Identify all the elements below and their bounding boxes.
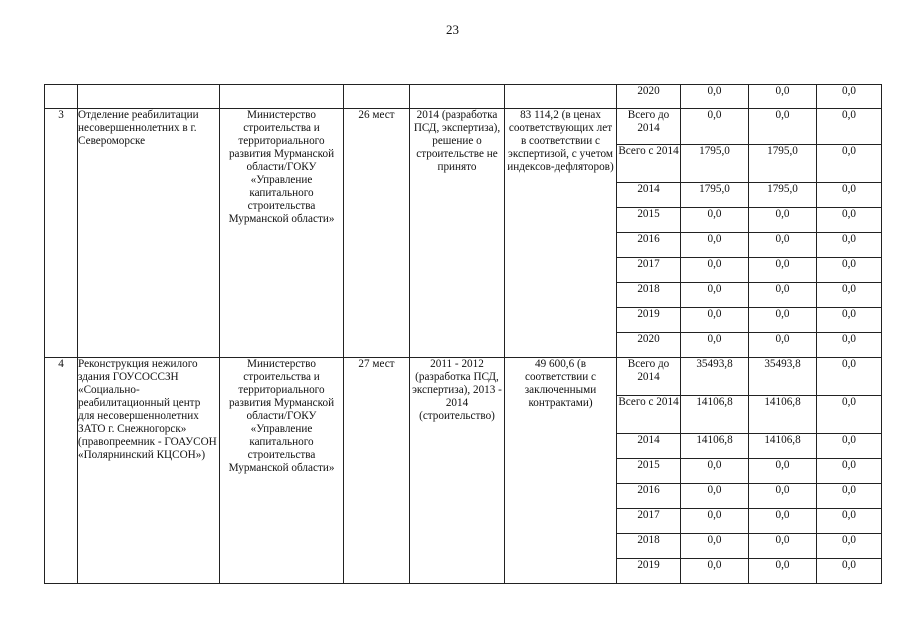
value-cell: 0,0 [749,283,817,308]
project-executor: Министерство строительства и территориального развития Мурманской области/ГОКУ «Управление капитального строительства Мурманской области» [220,109,344,358]
value-cell: 0,0 [817,434,882,459]
year-cell: 2018 [617,534,681,559]
year-cell: 2019 [617,559,681,584]
value-cell: 0,0 [749,534,817,559]
year-cell: Всего до 2014 [617,109,681,145]
value-cell: 0,0 [681,484,749,509]
value-cell: 1795,0 [681,183,749,208]
row-number: 4 [45,358,78,584]
value-cell: 14106,8 [681,396,749,434]
value-cell: 14106,8 [681,434,749,459]
value-cell: 0,0 [681,208,749,233]
program-table [44,84,882,584]
empty-cell [45,85,78,109]
value-cell: 0,0 [681,85,749,109]
value-cell: 0,0 [817,484,882,509]
value-cell: 0,0 [817,283,882,308]
value-cell: 0,0 [681,534,749,559]
project-capacity: 26 мест [344,109,410,358]
value-cell: 0,0 [817,308,882,333]
value-cell: 0,0 [749,258,817,283]
value-cell: 0,0 [681,308,749,333]
value-cell: 0,0 [749,308,817,333]
row-number: 3 [45,109,78,358]
value-cell: 0,0 [749,559,817,584]
value-cell: 0,0 [749,208,817,233]
value-cell: 0,0 [817,233,882,258]
year-cell: 2014 [617,183,681,208]
value-cell: 0,0 [817,85,882,109]
value-cell: 0,0 [681,333,749,358]
value-cell: 0,0 [817,534,882,559]
project-cost: 49 600,6 (в соответствии с заключенными контрактами) [505,358,617,584]
project-executor: Министерство строительства и территориального развития Мурманской области/ГОКУ «Управление капитального строительства Мурманской области» [220,358,344,584]
value-cell: 0,0 [817,208,882,233]
project-period: 2011 - 2012 (разработка ПСД, экспертиза), 2013 - 2014 (строительство) [410,358,505,584]
project-name: Отделение реабилитации несовершеннолетних в г. Североморске [78,109,220,358]
value-cell: 0,0 [749,85,817,109]
value-cell: 0,0 [681,509,749,534]
value-cell: 0,0 [817,183,882,208]
empty-cell [344,85,410,109]
value-cell: 0,0 [817,559,882,584]
value-cell: 14106,8 [749,396,817,434]
value-cell: 0,0 [817,396,882,434]
value-cell: 0,0 [749,333,817,358]
value-cell: 1795,0 [681,145,749,183]
value-cell: 0,0 [817,358,882,396]
year-cell: 2014 [617,434,681,459]
year-cell: 2017 [617,509,681,534]
value-cell: 0,0 [681,258,749,283]
table-row [45,109,882,145]
year-cell: 2017 [617,258,681,283]
empty-cell [410,85,505,109]
table-row [45,358,882,396]
value-cell: 0,0 [817,109,882,145]
value-cell: 0,0 [749,509,817,534]
table-row [45,85,882,109]
year-cell: 2020 [617,85,681,109]
value-cell: 1795,0 [749,145,817,183]
value-cell: 0,0 [749,484,817,509]
value-cell: 35493,8 [681,358,749,396]
value-cell: 1795,0 [749,183,817,208]
value-cell: 0,0 [817,258,882,283]
year-cell: 2019 [617,308,681,333]
year-cell: 2020 [617,333,681,358]
project-capacity: 27 мест [344,358,410,584]
page-number: 23 [446,22,459,37]
value-cell: 0,0 [817,145,882,183]
project-cost: 83 114,2 (в ценах соответствующих лет в соответствии с экспертизой, с учетом индексов-дефляторов) [505,109,617,358]
empty-cell [505,85,617,109]
project-period: 2014 (разработка ПСД, экспертиза), решение о строительстве не принято [410,109,505,358]
value-cell: 0,0 [817,509,882,534]
year-cell: Всего с 2014 [617,396,681,434]
year-cell: 2016 [617,484,681,509]
value-cell: 0,0 [749,459,817,484]
year-cell: Всего до 2014 [617,358,681,396]
year-cell: 2018 [617,283,681,308]
value-cell: 0,0 [817,333,882,358]
value-cell: 0,0 [749,109,817,145]
value-cell: 0,0 [681,283,749,308]
value-cell: 0,0 [681,109,749,145]
project-name: Реконструкция нежилого здания ГОУСОССЗН «Социально-реабилитационный центр для несовершеннолетних ЗАТО г. Снежногорск» (правопреемник - ГОАУСОН «Полярнинский КЦСОН») [78,358,220,584]
empty-cell [220,85,344,109]
year-cell: Всего с 2014 [617,145,681,183]
value-cell: 0,0 [681,459,749,484]
year-cell: 2015 [617,208,681,233]
empty-cell [78,85,220,109]
value-cell: 0,0 [817,459,882,484]
value-cell: 0,0 [749,233,817,258]
value-cell: 35493,8 [749,358,817,396]
value-cell: 0,0 [681,233,749,258]
year-cell: 2016 [617,233,681,258]
year-cell: 2015 [617,459,681,484]
value-cell: 14106,8 [749,434,817,459]
value-cell: 0,0 [681,559,749,584]
